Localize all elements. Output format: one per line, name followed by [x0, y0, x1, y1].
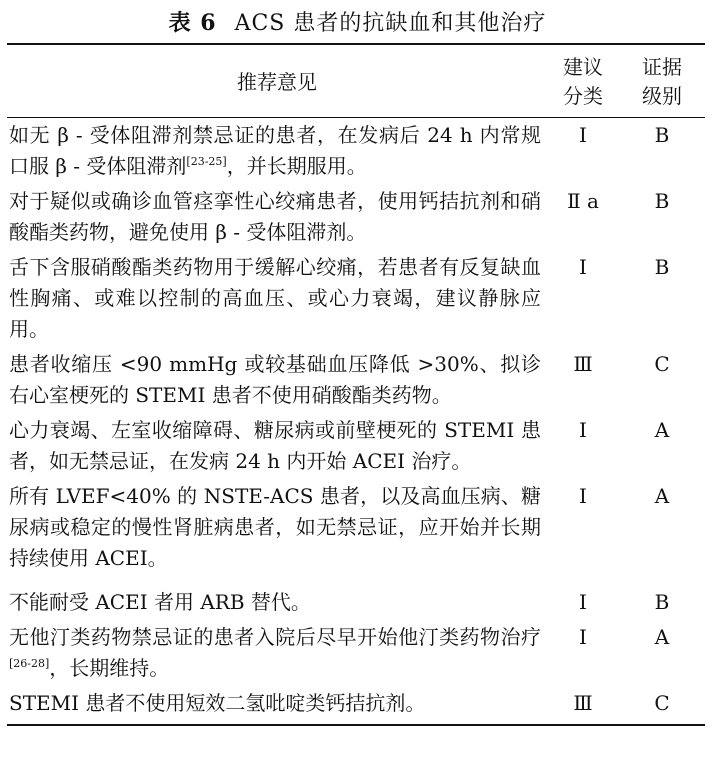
- table-number: 表 6: [168, 10, 217, 36]
- class-cell: Ⅰ: [579, 484, 587, 508]
- class-cell: Ⅰ: [579, 255, 587, 279]
- class-cell: Ⅰ: [579, 590, 587, 614]
- table-row: [7, 118, 705, 185]
- recommendation-cell: 所有 LVEF<40% 的 NSTE-ACS 患者，以及高血压病、糖尿病或稳定的慢性肾脏病患者，如无禁忌证，应开始并长期持续使用 ACEI。: [9, 484, 541, 570]
- level-cell: C: [619, 686, 705, 725]
- level-cell: A: [654, 625, 670, 649]
- class-cell: Ⅰ: [579, 123, 587, 147]
- level-cell: B: [654, 189, 670, 213]
- recommendation-cell: 如无 β - 受体阻滞剂禁忌证的患者，在发病后 24 h 内常规口服 β - 受体阻滞剂[23-25]，并长期服用。: [9, 123, 541, 178]
- level-cell: A: [654, 484, 670, 508]
- recommendation-cell: 不能耐受 ACEI 者用 ARB 替代。: [9, 590, 311, 614]
- header-class: 建议 分类: [547, 44, 619, 118]
- level-cell: B: [654, 255, 670, 279]
- level-cell: A: [654, 418, 670, 442]
- table-row: [7, 347, 705, 413]
- table-title: [0, 6, 715, 37]
- reference-citation: [26-28]: [9, 657, 50, 670]
- class-cell: Ⅲ: [547, 686, 619, 725]
- class-cell: Ⅰ: [579, 625, 587, 649]
- level-cell: C: [654, 352, 670, 376]
- recommendation-cell: 舌下含服硝酸酯类药物用于缓解心绞痛，若患者有反复缺血性胸痛、或难以控制的高血压、或心力衰竭，建议静脉应用。: [9, 255, 541, 341]
- header-recommendation: 推荐意见: [7, 44, 547, 118]
- table-row: [7, 184, 705, 250]
- class-cell: Ⅱ a: [567, 189, 599, 213]
- table-row: [7, 620, 705, 686]
- header-level: 证据 级别: [619, 44, 705, 118]
- table-row: [7, 250, 705, 347]
- recommendation-cell: STEMI 患者不使用短效二氢吡啶类钙拮抗剂。: [7, 686, 547, 725]
- level-cell: B: [654, 590, 670, 614]
- recommendation-cell: 对于疑似或确诊血管痉挛性心绞痛患者，使用钙拮抗剂和硝酸酯类药物，避免使用 β - 受体阻滞剂。: [9, 189, 541, 244]
- recommendation-cell: 患者收缩压 <90 mmHg 或较基础血压降低 >30%、拟诊右心室梗死的 STEMI 患者不使用硝酸酯类药物。: [9, 352, 541, 407]
- recommendation-cell: 无他汀类药物禁忌证的患者入院后尽早开始他汀类药物治疗[26-28]，长期维持。: [9, 625, 541, 680]
- class-cell: Ⅰ: [579, 418, 587, 442]
- recommendation-table: [7, 43, 705, 726]
- table-row: [7, 686, 705, 725]
- recommendation-cell: 心力衰竭、左室收缩障碍、糖尿病或前壁梗死的 STEMI 患者，如无禁忌证，在发病 24 h 内开始 ACEI 治疗。: [9, 418, 541, 473]
- reference-citation: [23-25]: [186, 155, 227, 168]
- class-cell: Ⅲ: [573, 352, 593, 376]
- header-row: [7, 44, 705, 118]
- level-cell: B: [654, 123, 670, 147]
- table-row: [7, 479, 705, 576]
- table-row: [7, 576, 705, 620]
- table-title-text: ACS 患者的抗缺血和其他治疗: [234, 11, 547, 36]
- table-row: [7, 413, 705, 479]
